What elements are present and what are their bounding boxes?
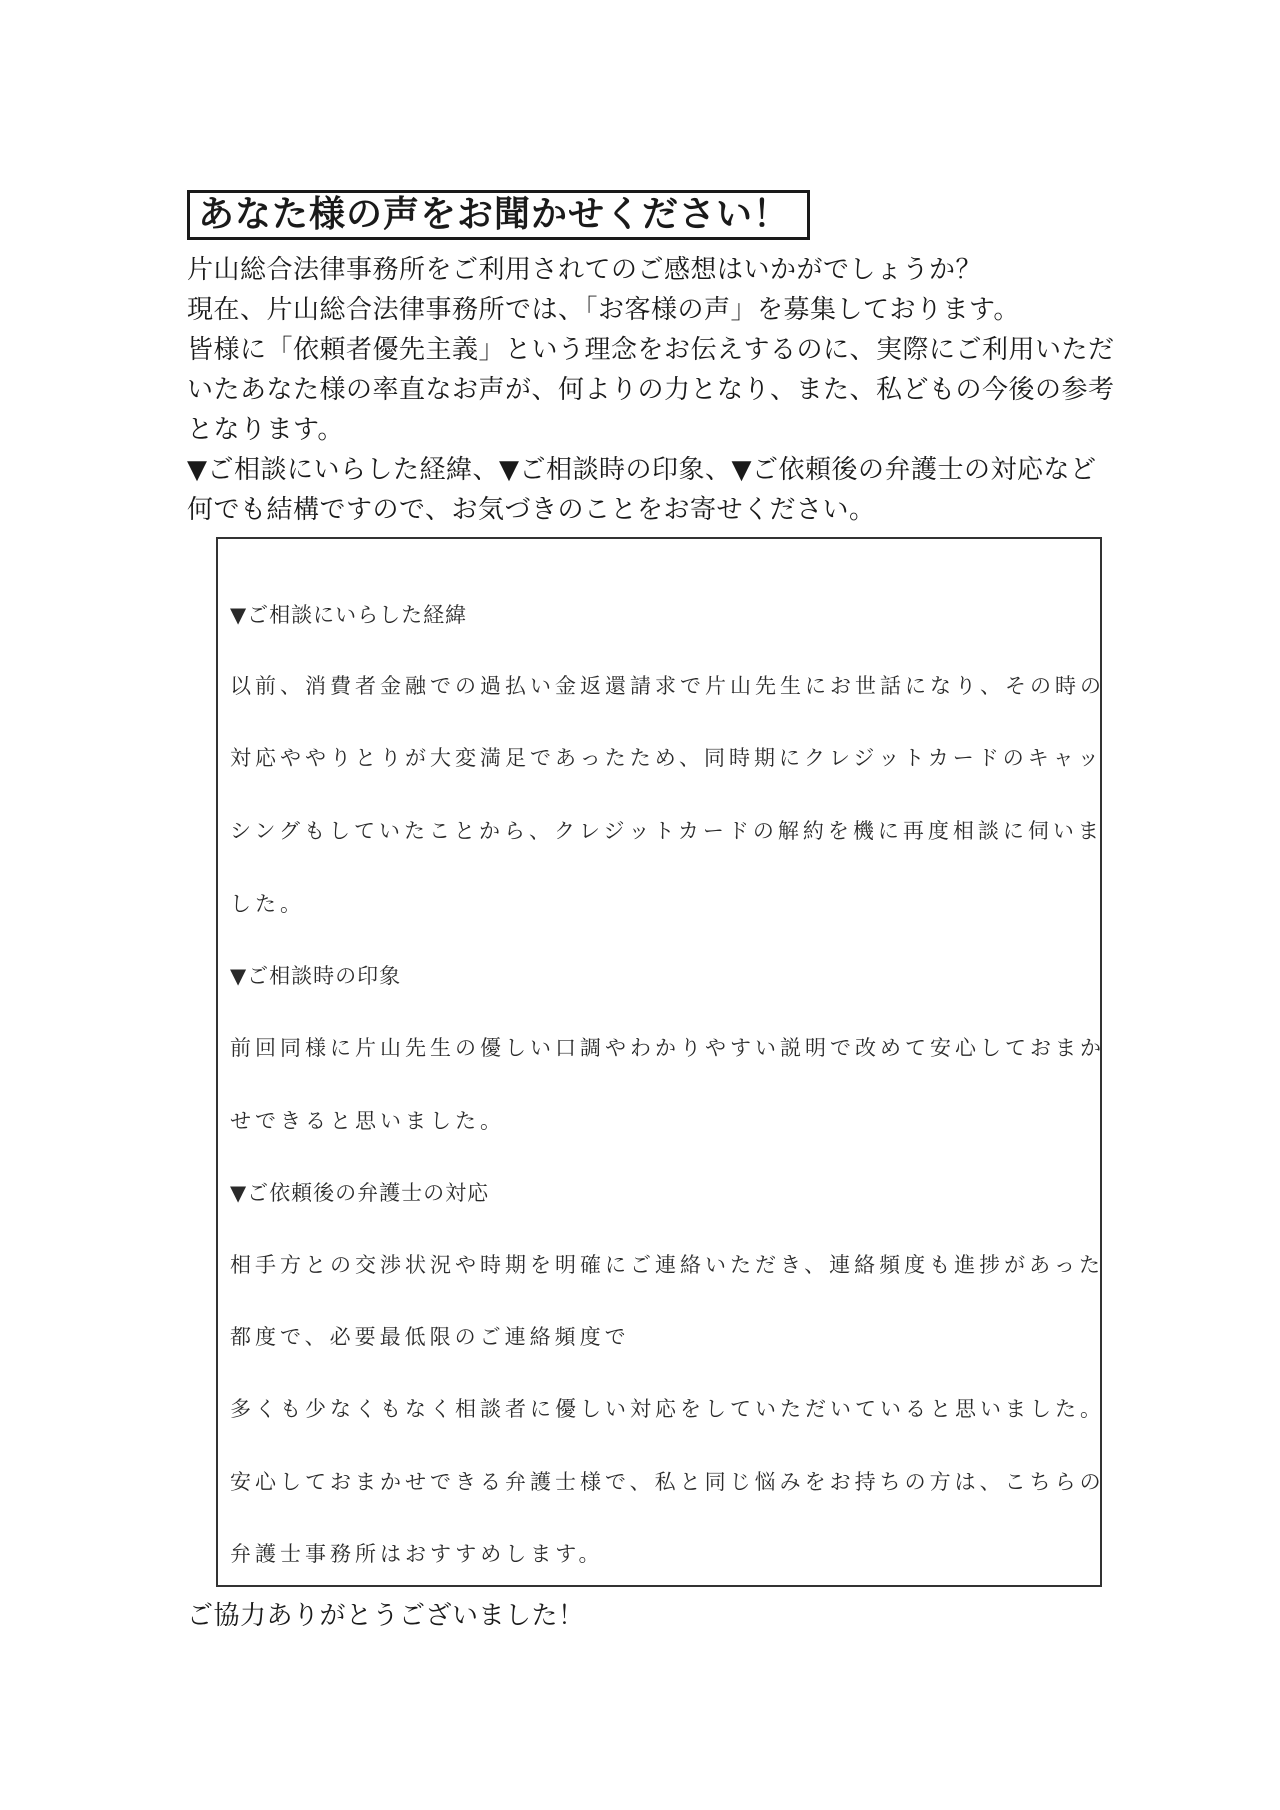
- response-line: シングもしていたことから、クレジットカードの解約を機に再度相談に伺いま: [230, 819, 1103, 843]
- intro-line: 片山総合法律事務所をご利用されてのご感想はいかがでしょうか？: [187, 255, 983, 285]
- response-line: 多くも少なくもなく相談者に優しい対応をしていただいていると思いました。: [230, 1397, 1105, 1421]
- intro-line: 何でも結構ですので、お気づきのことをお寄せください。: [187, 495, 876, 525]
- intro-line: 現在、片山総合法律事務所では、「お客様の声」を募集しております。: [187, 295, 1020, 325]
- section-heading-impression: ▼ご相談時の印象: [230, 964, 402, 988]
- section-heading-background: ▼ご相談にいらした経緯: [230, 603, 468, 627]
- intro-text: [187, 250, 1115, 530]
- section-heading-lawyer-response: ▼ご依頼後の弁護士の対応: [230, 1181, 490, 1205]
- response-line: 弁護士事務所はおすすめします。: [230, 1542, 604, 1566]
- response-line: 対応ややりとりが大変満足であったため、同時期にクレジットカードのキャッ: [230, 746, 1103, 770]
- intro-line: となります。: [187, 415, 344, 445]
- response-line: 都度で、必要最低限のご連絡頻度で: [230, 1325, 630, 1349]
- response-line: 相手方との交渉状況や時期を明確にご連絡いただき、連絡頻度も進捗があった: [230, 1253, 1104, 1277]
- response-line: 前回同様に片山先生の優しい口調やわかりやすい説明で改めて安心しておまか: [230, 1036, 1105, 1060]
- thanks-message: ご協力ありがとうございました！: [187, 1601, 585, 1631]
- intro-line: いたあなた様の率直なお声が、何よりの力となり、また、私どもの今後の参考: [187, 375, 1115, 405]
- response-line: した。: [230, 892, 305, 916]
- response-line: 以前、消費者金融での過払い金返還請求で片山先生にお世話になり、その時の: [230, 674, 1105, 698]
- page-title: あなた様の声をお聞かせください！: [198, 194, 791, 235]
- response-box: [216, 537, 1105, 1587]
- title-box: [187, 190, 810, 240]
- response-line: 安心しておまかせできる弁護士様で、私と同じ悩みをお持ちの方は、こちらの: [230, 1470, 1105, 1494]
- intro-line: ▼ご相談にいらした経緯、▼ご相談時の印象、▼ご依頼後の弁護士の対応など: [187, 455, 1097, 485]
- response-line: せできると思いました。: [230, 1109, 505, 1133]
- intro-line: 皆様に「依頼者優先主義」という理念をお伝えするのに、実際にご利用いただ: [187, 335, 1115, 365]
